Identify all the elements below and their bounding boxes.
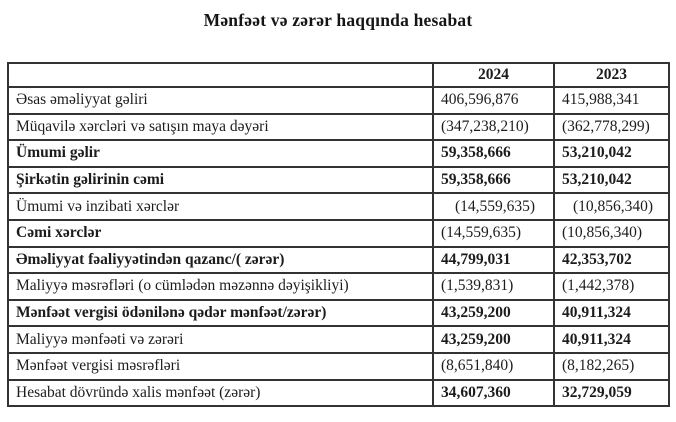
table-header-row (8, 63, 669, 87)
value-2023-cell: 415,988,341 (554, 87, 669, 114)
value-2024-cell: 43,259,200 (433, 326, 554, 353)
value-2024-cell: (1,539,831) (433, 273, 554, 300)
row-label-cell: Ümumi və inzibati xərclər (8, 193, 433, 220)
table-row (8, 114, 669, 141)
value-2024-cell: 59,358,666 (433, 167, 554, 194)
row-label-cell: Hesabat dövründə xalis mənfəət (zərər) (8, 380, 433, 407)
table-row (8, 380, 669, 407)
value-2023-cell: (362,778,299) (554, 114, 669, 141)
profit-loss-table (7, 62, 670, 407)
value-2023-cell: (1,442,378) (554, 273, 669, 300)
value-2023-cell: 40,911,324 (554, 300, 669, 327)
table-row (8, 273, 669, 300)
table-row (8, 220, 669, 247)
row-label-cell: Ümumi gəlir (8, 140, 433, 167)
value-2023-cell: 53,210,042 (554, 167, 669, 194)
table-row (8, 140, 669, 167)
table-row (8, 353, 669, 380)
row-label-cell: Cəmi xərclər (8, 220, 433, 247)
value-2024-cell: (14,559,635) (433, 193, 554, 220)
row-label-cell: Əsas əməliyyat gəliri (8, 87, 433, 114)
value-2023-cell: (10,856,340) (554, 220, 669, 247)
table-row (8, 326, 669, 353)
row-label-cell: Maliyyə mənfəəti və zərəri (8, 326, 433, 353)
column-header-empty (8, 63, 433, 87)
page-title: Mənfəət və zərər haqqında hesabat (203, 10, 473, 30)
row-label-cell: Əməliyyat fəaliyyətindən qazanc/( zərər) (8, 247, 433, 274)
value-2024-cell: 44,799,031 (433, 247, 554, 274)
value-2023-cell: 40,911,324 (554, 326, 669, 353)
row-label-cell: Maliyyə məsrəfləri (o cümlədən məzənnə dəyişikliyi) (8, 273, 433, 300)
table-row (8, 193, 669, 220)
table-row (8, 87, 669, 114)
row-label-cell: Mənfəət vergisi məsrəfləri (8, 353, 433, 380)
value-2023-cell: 53,210,042 (554, 140, 669, 167)
value-2023-cell: 42,353,702 (554, 247, 669, 274)
value-2023-cell: (10,856,340) (554, 193, 669, 220)
row-label-cell: Mənfəət vergisi ödənilənə qədər mənfəət/zərər) (8, 300, 433, 327)
table-row (8, 247, 669, 274)
value-2024-cell: (14,559,635) (433, 220, 554, 247)
row-label-cell: Müqavilə xərcləri və satışın maya dəyəri (8, 114, 433, 141)
value-2024-cell: 406,596,876 (433, 87, 554, 114)
row-label-cell: Şirkətin gəlirinin cəmi (8, 167, 433, 194)
table-row (8, 300, 669, 327)
column-header-2023: 2023 (554, 63, 669, 87)
value-2024-cell: (347,238,210) (433, 114, 554, 141)
value-2024-cell: 43,259,200 (433, 300, 554, 327)
value-2024-cell: 34,607,360 (433, 380, 554, 407)
value-2023-cell: 32,729,059 (554, 380, 669, 407)
value-2024-cell: 59,358,666 (433, 140, 554, 167)
table-row (8, 167, 669, 194)
value-2023-cell: (8,182,265) (554, 353, 669, 380)
value-2024-cell: (8,651,840) (433, 353, 554, 380)
column-header-2024: 2024 (433, 63, 554, 87)
